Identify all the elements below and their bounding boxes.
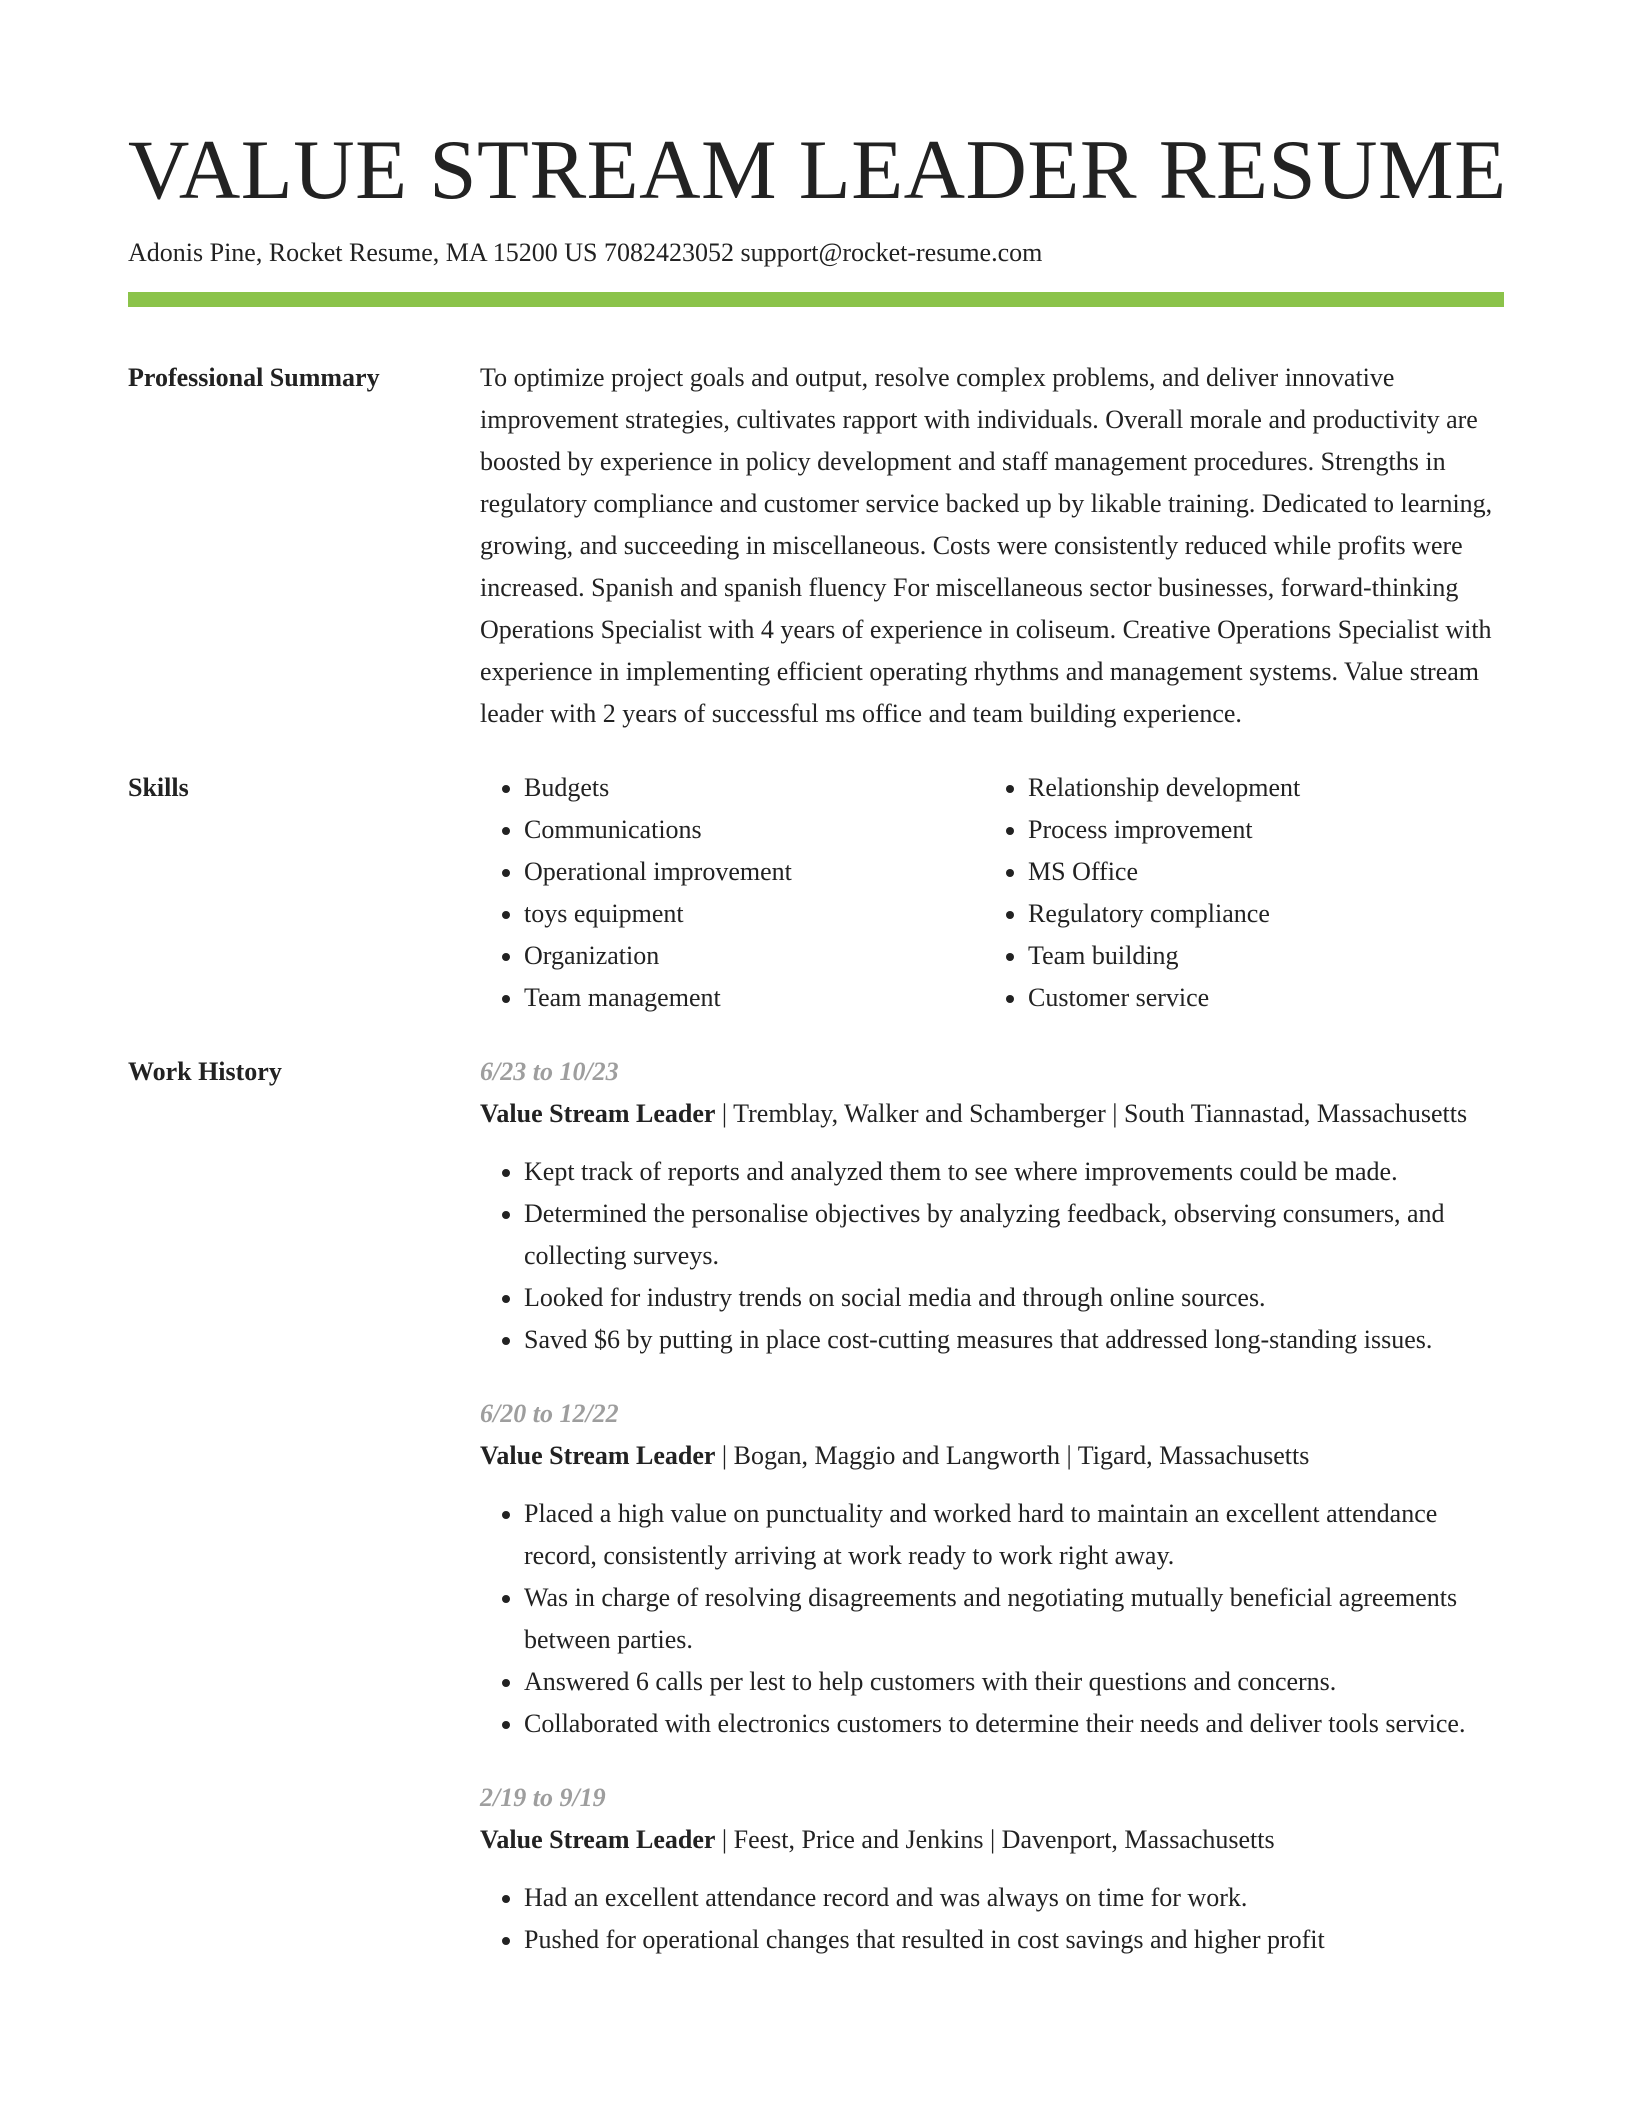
job-heading <box>480 1819 1504 1861</box>
skill-item: • Operational improvement <box>524 851 984 893</box>
work-history-body <box>480 1051 1504 1993</box>
skill-item: • Team building <box>1028 935 1488 977</box>
job-bullets <box>480 1877 1504 1961</box>
job-title: Value Stream Leader <box>480 1825 716 1854</box>
skill-item: • Customer service <box>1028 977 1488 1019</box>
job-bullet: • Pushed for operational changes that resulted in cost savings and higher profit <box>524 1919 1504 1961</box>
job-employer-location: | Bogan, Maggio and Langworth | Tigard, Massachusetts <box>715 1441 1310 1470</box>
skills-heading: Skills <box>128 773 189 802</box>
job-entry <box>480 1393 1504 1745</box>
skill-item: • toys equipment <box>524 893 984 935</box>
skill-item: • Communications <box>524 809 984 851</box>
job-heading <box>480 1093 1504 1135</box>
job-bullets <box>480 1493 1504 1745</box>
skill-item: • Budgets <box>524 767 984 809</box>
job-heading <box>480 1435 1504 1477</box>
skill-item: • Regulatory compliance <box>1028 893 1488 935</box>
summary-body <box>480 357 1504 735</box>
summary-section <box>128 357 1504 735</box>
summary-heading: Professional Summary <box>128 363 380 392</box>
job-entry <box>480 1051 1504 1361</box>
job-dates: 6/20 to 12/22 <box>480 1399 619 1428</box>
resume-title: VALUE STREAM LEADER RESUME <box>128 123 1507 217</box>
skills-list-right <box>984 767 1488 1019</box>
job-bullet: • Saved $6 by putting in place cost-cutting measures that addressed long-standing issues. <box>524 1319 1504 1361</box>
accent-divider <box>128 292 1504 307</box>
job-bullet: • Placed a high value on punctuality and worked hard to maintain an excellent attendance record, consistently arriving at work ready to work right away. <box>524 1493 1504 1577</box>
job-bullet: • Collaborated with electronics customers to determine their needs and deliver tools service. <box>524 1703 1504 1745</box>
job-employer-location: | Tremblay, Walker and Schamberger | South Tiannastad, Massachusetts <box>715 1099 1468 1128</box>
resume-page <box>128 0 1507 1993</box>
job-bullet: • Was in charge of resolving disagreements and negotiating mutually beneficial agreements between parties. <box>524 1577 1504 1661</box>
job-bullets <box>480 1151 1504 1361</box>
skill-item: • MS Office <box>1028 851 1488 893</box>
job-bullet: • Had an excellent attendance record and was always on time for work. <box>524 1877 1504 1919</box>
contact-info: Adonis Pine, Rocket Resume, MA 15200 US 7082423052 support@rocket-resume.com <box>128 238 1043 267</box>
skills-list-left <box>480 767 984 1019</box>
job-entry <box>480 1777 1504 1961</box>
skills-section <box>128 767 1504 1019</box>
job-bullet: • Determined the personalise objectives by analyzing feedback, observing consumers, and collecting surveys. <box>524 1193 1504 1277</box>
job-dates: 6/23 to 10/23 <box>480 1057 619 1086</box>
work-history-heading: Work History <box>128 1057 282 1086</box>
job-dates: 2/19 to 9/19 <box>480 1783 606 1812</box>
skills-columns <box>480 767 1504 1019</box>
skill-item: • Team management <box>524 977 984 1019</box>
job-employer-location: | Feest, Price and Jenkins | Davenport, Massachusetts <box>715 1825 1275 1854</box>
work-history-section <box>128 1051 1504 1993</box>
job-title: Value Stream Leader <box>480 1099 716 1128</box>
skill-item: • Relationship development <box>1028 767 1488 809</box>
job-title: Value Stream Leader <box>480 1441 716 1470</box>
skills-body <box>480 767 1504 1019</box>
job-bullet: • Kept track of reports and analyzed them to see where improvements could be made. <box>524 1151 1504 1193</box>
summary-text: To optimize project goals and output, resolve complex problems, and deliver innovative improvement strategies, cultivates rapport with individuals. Overall morale and productivity are boosted by experience in policy development and staff management procedures. Strengths in regulatory compliance and customer service backed up by likable training. Dedicated to learning, growing, and succeeding in miscellaneous. Costs were consistently reduced while profits were increased. Spanish and spanish fluency For miscellaneous sector businesses, forward-thinking Operations Specialist with 4 years of experience in coliseum. Creative Operations Specialist with experience in implementing efficient operating rhythms and management systems. Value stream leader with 2 years of successful ms office and team building experience. <box>480 363 1493 728</box>
skill-item: • Process improvement <box>1028 809 1488 851</box>
job-bullet: • Answered 6 calls per lest to help customers with their questions and concerns. <box>524 1661 1504 1703</box>
skill-item: • Organization <box>524 935 984 977</box>
job-bullet: • Looked for industry trends on social media and through online sources. <box>524 1277 1504 1319</box>
